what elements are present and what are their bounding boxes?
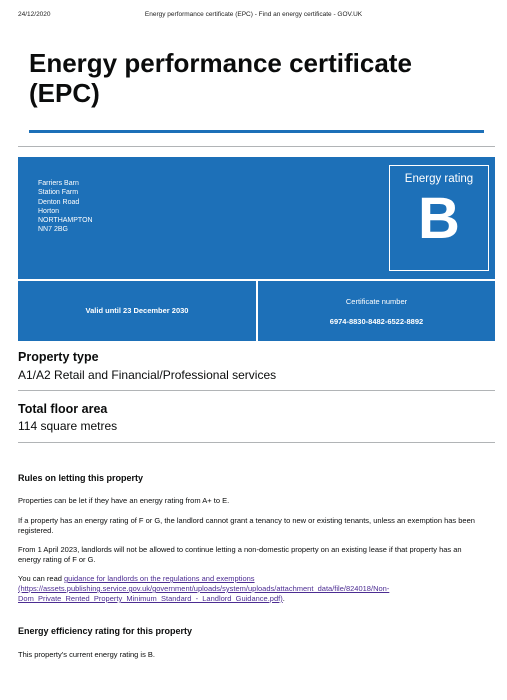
valid-until: Valid until 23 December 2030	[85, 306, 189, 315]
address-line: Horton	[38, 207, 60, 215]
print-page-title: Energy performance certificate (EPC) - Find an energy certificate - GOV.UK	[144, 11, 363, 18]
certificate-details	[18, 281, 495, 341]
energy-rating-box	[389, 165, 489, 271]
letting-rules-paragraph: From 1 April 2023, landlords will not be allowed to continue letting a non-domestic property on an existing lease if that property has an energy rating of F or G.	[18, 545, 462, 564]
property-address	[38, 179, 93, 235]
guidance-paragraph	[18, 574, 478, 604]
print-date: 24/12/2020	[18, 11, 51, 18]
letting-rules-paragraph: If a property has an energy rating of F or G, the landlord cannot grant a tenancy to new or existing tenants, unless an exemption has been registered.	[18, 516, 475, 535]
section-divider	[18, 442, 495, 443]
letting-rules-paragraph: Properties can be let if they have an energy rating from A+ to E.	[18, 496, 230, 505]
section-divider	[18, 146, 495, 147]
floor-area-value: 114 square metres	[18, 419, 118, 433]
address-line: Denton Road	[38, 198, 80, 206]
validity-cell	[18, 281, 256, 341]
certificate-number-label: Certificate number	[345, 297, 408, 306]
property-type-value: A1/A2 Retail and Financial/Professional services	[18, 368, 277, 382]
address-line: NORTHAMPTON	[38, 217, 93, 225]
address-line: Farriers Barn	[38, 180, 79, 187]
title-underline	[29, 130, 484, 133]
page-title: Energy performance certificate (EPC)	[29, 48, 412, 108]
certificate-number: 6974-8830-8482-6522-8892	[329, 317, 424, 326]
address-line: Station Farm	[38, 189, 79, 197]
guidance-suffix: .	[282, 594, 285, 603]
certificate-summary	[18, 157, 495, 279]
letting-rules-heading: Rules on letting this property	[18, 473, 144, 483]
energy-rating-label: Energy rating	[404, 173, 474, 185]
section-divider	[18, 390, 495, 391]
landlord-guidance-link[interactable]: guidance for landlords on the regulations and exemptions (https://assets.publishing.service.gov.uk/government/uploads/system/uploads/attachment_data/file/824018/Non-Dom_Private_Rented_Property_Minimum_Standard_-_Landlord_Guidance.pdf)	[18, 574, 390, 603]
efficiency-text: This property’s current energy rating is B.	[18, 650, 156, 659]
certificate-number-cell	[258, 281, 495, 341]
address-line: NN7 2BG	[38, 226, 68, 234]
efficiency-heading: Energy efficiency rating for this property	[18, 626, 193, 636]
energy-rating-letter: B	[418, 186, 460, 251]
property-type-heading: Property type	[18, 350, 99, 364]
floor-area-heading: Total floor area	[18, 402, 108, 416]
print-header	[18, 11, 489, 21]
guidance-prefix: You can read	[18, 574, 65, 583]
